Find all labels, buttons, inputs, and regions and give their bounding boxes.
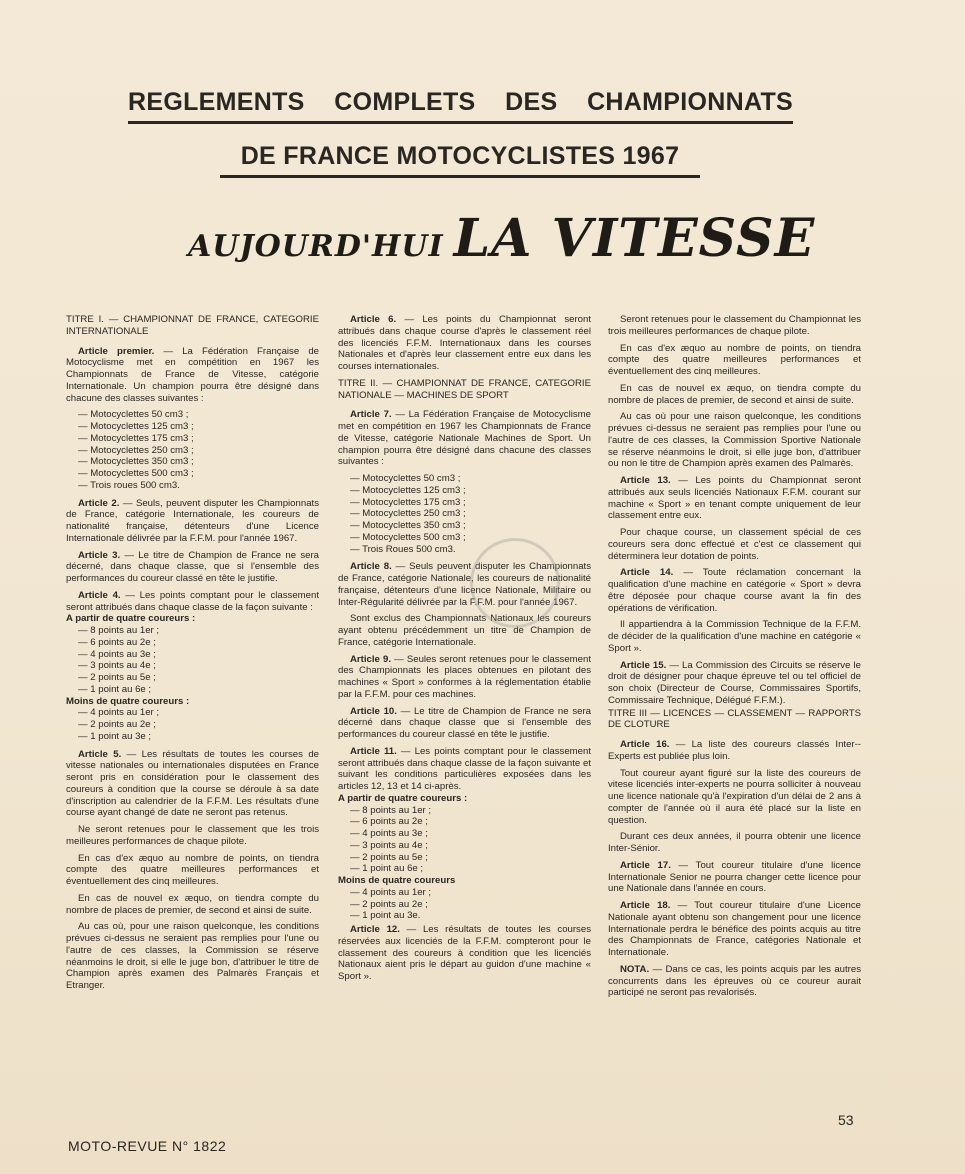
paragraph: Ne seront retenues pour le classement que les trois meilleures performances de chaque pilote.	[66, 824, 319, 847]
list-item: — 6 points au 2e ;	[78, 636, 156, 648]
list-item: — Trois Roues 500 cm3.	[350, 543, 456, 555]
list-item: — 4 points au 3e ;	[78, 648, 156, 660]
paragraph: Seront retenues pour le classement du Championnat les trois meilleures performances de chaque pilote.	[608, 314, 861, 337]
paragraph: Tout coureur ayant figuré sur la liste des coureurs de vitese licenciés inter-experts ne pourra solliciter à nouveau une licence nationale qu'à l'expiration d'un délai de 2 ans à compter de l'année où il aura été placé sur la liste en question.	[608, 767, 861, 826]
list-item: — 3 points au 4e ;	[78, 660, 156, 672]
list-item: — 2 points au 2e ;	[78, 719, 156, 730]
article-12: Article 12. — Les résultats de toutes les courses réservées aux licenciés de la F.F.M. compteront pour le classement des coureurs à condition que les licenciés Nationaux aient pris le départ au guidon d'une machine « Sport ».	[338, 924, 591, 982]
article-10: Article 10. — Le titre de Champion de France ne sera décerné dans chaque classe que si l'ensemble des performances du coureur classé en tête le justifie.	[338, 705, 591, 740]
article-14: Article 14. — Toute réclamation concernant la qualification d'une machine en catégorie « Sport » devra être déposée pour chaque course avant la fin des opérations de vérification.	[608, 567, 861, 614]
list-item: — Motocyclettes 50 cm3 ;	[78, 409, 189, 421]
list-item: — Motocyclettes 250 cm3 ;	[350, 508, 466, 520]
article-7: Article 7. — La Fédération Française de Motocyclisme met en compétition en 1967 les Championnats de France de Vitesse, catégorie Nationale Machines de Sport. Un champion pourra être désigné dans chacune des classes suivantes :	[338, 409, 591, 468]
paragraph: En cas d'ex æquo au nombre de points, on tiendra compte des quatre meilleures performances et éventuellement des cinq meilleures.	[608, 342, 861, 377]
points-heading: Moins de quatre coureurs	[338, 875, 456, 886]
column-3	[608, 314, 861, 1004]
column-2	[338, 314, 591, 988]
list-item: — 1 point au 6e ;	[350, 863, 424, 875]
list-item: — 1 point au 3e.	[350, 910, 421, 922]
article-4: Article 4. — Les points comptant pour le classement seront attribués dans chaque classe de la façon suivante :	[66, 589, 319, 613]
list-item: — 2 points au 5e ;	[78, 672, 156, 683]
article-9: Article 9. — Seules seront retenues pour le classement des Championnats les places obtenues en pilotant des machines « Sport » conformes à la réglementation établie par la F.F.M. pour ces machines.	[338, 653, 592, 700]
article-1: Article premier. — La Fédération Française de Motocyclisme met en compétition en 1967 les Championnats de France de Vitesse, catégorie Internationale. Un champion pourra être désigné dans chacune des classes suivantes :	[66, 345, 319, 404]
column-1	[66, 314, 319, 997]
class-list-1	[66, 409, 319, 491]
points-list	[338, 887, 591, 922]
list-item: — 6 points au 2e ;	[350, 816, 428, 828]
article-8: Article 8. — Seuls peuvent disputer les Championnats de France, catégorie Nationale, les coureurs de nationalité française, détenteurs d'une licence Nationale, Militaire ou Inter-Régularité délivrée par la F.F.M. pour l'année 1967.	[338, 561, 592, 608]
headline-line-2: DE FRANCE MOTOCYCLISTES 1967	[220, 142, 700, 178]
article-2: Article 2. — Seuls, peuvent disputer les Championnats de France, catégorie Internationale, les coureurs de nationalité française, détenteurs d'une Licence Internationale délivrée par la F.F.M. pour l'année 1967.	[66, 497, 319, 544]
article-18: Article 18. — Tout coureur titulaire d'une Licence Nationale ayant obtenu son changement pour une licence Internationale perdra le bénéfice des points acquis au titre des Championnats de France, catégories Nationale et Internationale.	[608, 900, 861, 958]
list-item: — Motocyclettes 350 cm3 ;	[350, 520, 466, 531]
list-item: — 2 points au 5e ;	[350, 851, 428, 863]
list-item: — 1 point au 3e ;	[78, 730, 152, 742]
paragraph: Au cas où pour une raison quelconque, les conditions prévues ci-dessus ne seraient pas remplies pour l'une ou l'autre de ces classes, la Commission Sportive Nationale se réserve néanmoins le droit, si elle juge bon, d'attribuer ou non le titre de Champion après examen des Palmarès.	[608, 411, 861, 470]
paragraph: Durant ces deux années, il pourra obtenir une licence Inter-Sénior.	[608, 831, 861, 854]
paragraph: Au cas où, pour une raison quelconque, les conditions prévues ci-dessus ne seraient pas remplies pour l'une ou l'autre de ces classes, la Commission se réserve néanmoins le droit, si elle le juge bon, d'attribuer le titre de Champion après examen des Palmarès Français et Etranger.	[66, 921, 319, 991]
list-item: — Motocyclettes 250 cm3 ;	[78, 444, 194, 456]
list-item: — 4 points au 1er ;	[350, 886, 432, 898]
banner-part-2: LA VITESSE	[453, 208, 816, 269]
article-5: Article 5. — Les résultats de toutes les courses de vitesse nationales ou internationales disputées en France seront pris en considération pour le classement des coureurs à condition que la course se déroule à sa date d'inscription au calendrier de la F.F.M. Les résultats d'une course ayant changé de date ne seront pas retenus.	[66, 748, 319, 819]
magazine-issue: MOTO-REVUE N° 1822	[68, 1138, 227, 1154]
list-item: — Motocyclettes 500 cm3 ;	[350, 531, 466, 543]
page-number: 53	[838, 1112, 854, 1128]
list-item: — 4 points au 3e ;	[350, 828, 428, 839]
points-heading: A partir de quatre coureurs :	[338, 792, 468, 804]
list-item: — 1 point au 6e ;	[78, 683, 152, 695]
list-item: — 2 points au 2e ;	[350, 898, 428, 910]
list-item: — 8 points au 1er ;	[78, 625, 160, 636]
paragraph: Pour chaque course, un classement spécial de ces coureurs sera donc effectué et c'est ce classement qui déterminera leur dotation de points.	[608, 527, 861, 562]
paragraph: En cas d'ex æquo au nombre de points, on tiendra compte des quatre meilleures performances et éventuellement des cinq meilleures.	[66, 852, 319, 887]
article-11: Article 11. — Les points comptant pour le classement seront attribués dans chaque classe de la façon suivante et suivant les conditions particulières exposées dans les articles 12, 13 et 14 ci-après.	[338, 745, 591, 792]
titre-2: TITRE II. — CHAMPIONNAT DE FRANCE, CATEGORIE NATIONALE — MACHINES DE SPORT	[338, 377, 591, 401]
paragraph: Il appartiendra à la Commission Technique de la F.F.M. de décider de la qualification d'une machine en catégorie « Sport ».	[608, 619, 861, 654]
points-list	[66, 625, 319, 696]
list-item: — 4 points au 1er ;	[78, 707, 160, 719]
article-17: Article 17. — Tout coureur titulaire d'une licence Internationale Senior ne pourra changer cette licence pour une Nationale dans l'année en cours.	[608, 859, 861, 895]
nota: NOTA. — Dans ce cas, les points acquis par les autres concurrents dans les épreuves où ce coureur aurait participé ne seront pas revalorisés.	[608, 963, 861, 999]
list-item: — Motocyclettes 125 cm3 ;	[350, 484, 466, 496]
article-3: Article 3. — Le titre de Champion de France ne sera décerné, dans chaque classe, que si l'ensemble des performances du coureur classé en tête le justifie.	[66, 549, 319, 584]
titre-1: TITRE I. — CHAMPIONNAT DE FRANCE, CATEGORIE INTERNATIONALE	[66, 314, 319, 337]
titre-3: TITRE III — LICENCES — CLASSEMENT — RAPPORTS DE CLOTURE	[608, 707, 861, 731]
article-15: Article 15. — La Commission des Circuits se réserve le droit de désigner pour chaque épreuve tel ou tel officiel de son choix (Directeur de Course, Commissaires Sportifs, Commissaire Technique, Délégué F.F.M.).	[608, 659, 861, 706]
class-list-2	[338, 473, 591, 555]
list-item: — Motocyclettes 350 cm3 ;	[78, 456, 194, 468]
article-16: Article 16. — La liste des coureurs classés Inter--Experts est publiée plus loin.	[608, 739, 861, 762]
section-banner	[188, 208, 816, 269]
article-6: Article 6. — Les points du Championnat seront attribués dans chaque course d'après le classement réel des licenciés F.F.M. Internationaux dans les courses Nationales et d'après leur classement entre eux dans les courses internationales.	[338, 314, 591, 372]
points-heading: Moins de quatre coureurs :	[66, 695, 190, 707]
list-item: — Motocyclettes 50 cm3 ;	[350, 473, 461, 484]
list-item: — Motocyclettes 125 cm3 ;	[78, 421, 194, 432]
banner-part-1: AUJOURD'HUI	[188, 229, 444, 264]
list-item: — Motocyclettes 175 cm3 ;	[78, 432, 194, 444]
list-item: — 3 points au 4e ;	[350, 839, 428, 851]
paragraph: Sont exclus des Championnats Nationaux les coureurs ayant obtenu précédemment un titre de Champion de France, catégorie Internationale.	[338, 613, 591, 648]
paragraph: En cas de nouvel ex æquo, on tiendra compte du nombre de places de premier, de second et ainsi de suite.	[608, 382, 861, 406]
paragraph: En cas de nouvel ex æquo, on tiendra compte du nombre de places de premier, de second et ainsi de suite.	[66, 892, 319, 916]
points-heading: A partir de quatre coureurs :	[66, 613, 196, 625]
article-13: Article 13. — Les points du Championnat seront attribués aux seuls licenciés Nationaux F.F.M. courant sur machine « Sport » en tenant compte uniquement de leur classement entre eux.	[608, 475, 861, 522]
points-list	[66, 707, 319, 742]
points-list	[338, 805, 591, 876]
list-item: — Motocyclettes 175 cm3 ;	[350, 496, 466, 508]
list-item: — Trois roues 500 cm3.	[78, 479, 180, 491]
list-item: — 8 points au 1er ;	[350, 804, 432, 816]
list-item: — Motocyclettes 500 cm3 ;	[78, 468, 194, 479]
headline-line-1: REGLEMENTS COMPLETS DES CHAMPIONNATS	[128, 88, 793, 124]
